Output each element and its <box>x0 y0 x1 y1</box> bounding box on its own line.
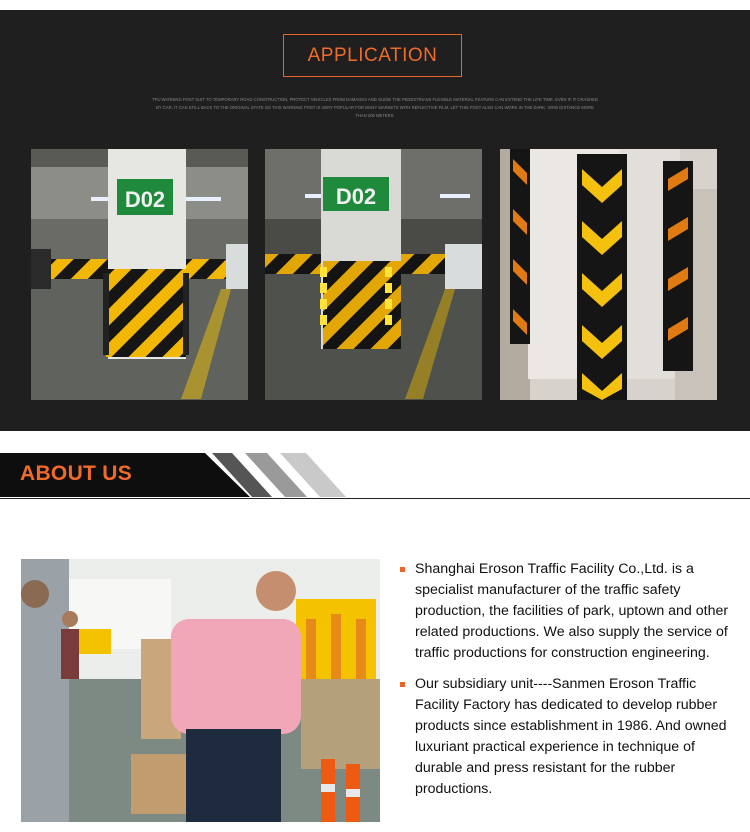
column-label-2: D02 <box>335 184 377 209</box>
about-us-title: ABOUT US <box>20 462 133 485</box>
application-title: APPLICATION <box>283 34 462 77</box>
bullet-icon <box>400 682 405 687</box>
parking-column-photo-day <box>31 149 248 400</box>
about-divider <box>0 498 750 499</box>
bullet-icon <box>400 567 405 572</box>
about-paragraph-1-text: Shanghai Eroson Traffic Facility Co.,Ltd. is a specialist manufacturer of the traffic safety production, the facilities of park, uptown and other related productions. We also supply the service of traffic productions for construction engineering. <box>415 561 729 661</box>
corner-guard-photo <box>500 149 717 400</box>
column-label-1: D02 <box>124 187 166 212</box>
about-paragraph-2-text: Our subsidiary unit----Sanmen Eroson Traffic Facility Factory has dedicated to develop rubber products since establishment in 1986. And owned luxuriant practical experience in technique of durable and press resistant for the rubber productions. <box>415 676 727 797</box>
about-us-header <box>0 453 750 499</box>
application-section <box>0 10 750 431</box>
about-paragraph-1 <box>400 559 740 664</box>
about-paragraph-2 <box>400 674 740 800</box>
warehouse-photo <box>21 559 380 822</box>
parking-column-photo-night <box>265 149 482 400</box>
about-text-block <box>400 559 740 810</box>
application-description: TPU WARNING POST SUIT TO TEMPORARY ROAD CONSTRUCTION, PROTECT VEHICLES FROM DAMAGES AND GUIDE THE PEDESTRIANS FLEXIBLE MATERIAL FEATURE CAN EXTEND THE LIFE TIME. EVEN IF IT CRASHED BY CAR, IT CAN STILL BACK TO THE ORIGINAL STATE SO THIS WARNING POST IS VERY POPULAR FOR MANY MARKETS WITH REFLECTIVE FILM, LET THIS POST ALSO CAN WORK IN THE DARK. VIEW DISTANCE MORE THAN 200 METERS. <box>152 97 598 118</box>
